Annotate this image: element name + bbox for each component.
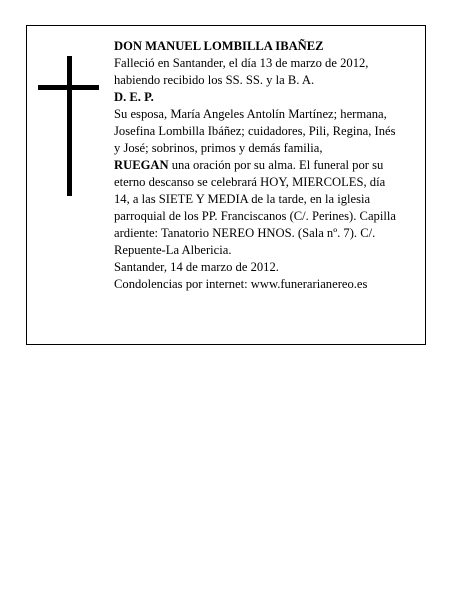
deceased-name: DON MANUEL LOMBILLA IBAÑEZ bbox=[114, 39, 324, 53]
condolences-line: Condolencias por internet: www.funerarianereo.es bbox=[114, 277, 368, 291]
ruegan-rest: una oración por su alma. El funeral por su bbox=[168, 158, 384, 172]
funeral-line-2: 14, a las SIETE Y MEDIA de la tarde, en la iglesia bbox=[114, 192, 371, 206]
obituary-notice bbox=[26, 25, 426, 345]
ruegan-word: RUEGAN bbox=[114, 158, 169, 172]
funeral-line-4: ardiente: Tanatorio NEREO HNOS. (Sala nº. 7). C/. bbox=[114, 226, 376, 240]
death-line-1: Falleció en Santander, el día 13 de marzo de 2012, bbox=[114, 56, 369, 70]
funeral-line-3: parroquial de los PP. Franciscanos (C/. Perines). Capilla bbox=[114, 209, 396, 223]
date-line: Santander, 14 de marzo de 2012. bbox=[114, 260, 279, 274]
family-line-2: Josefina Lombilla Ibáñez; cuidadores, Pili, Regina, Inés bbox=[114, 124, 396, 138]
notice-text bbox=[114, 38, 424, 293]
family-line-1: Su esposa, María Angeles Antolín Martínez; hermana, bbox=[114, 107, 387, 121]
funeral-line-1: eterno descanso se celebrará HOY, MIERCOLES, día bbox=[114, 175, 386, 189]
rip-line: D. E. P. bbox=[114, 90, 154, 104]
funeral-line-5: Repuente-La Albericia. bbox=[114, 243, 232, 257]
ruegan-line bbox=[114, 157, 424, 174]
family-line-3: y José; sobrinos, primos y demás familia, bbox=[114, 141, 323, 155]
cross-icon-bar bbox=[38, 85, 99, 90]
death-line-2: habiendo recibido los SS. SS. y la B. A. bbox=[114, 73, 315, 87]
cross-icon bbox=[67, 56, 72, 196]
